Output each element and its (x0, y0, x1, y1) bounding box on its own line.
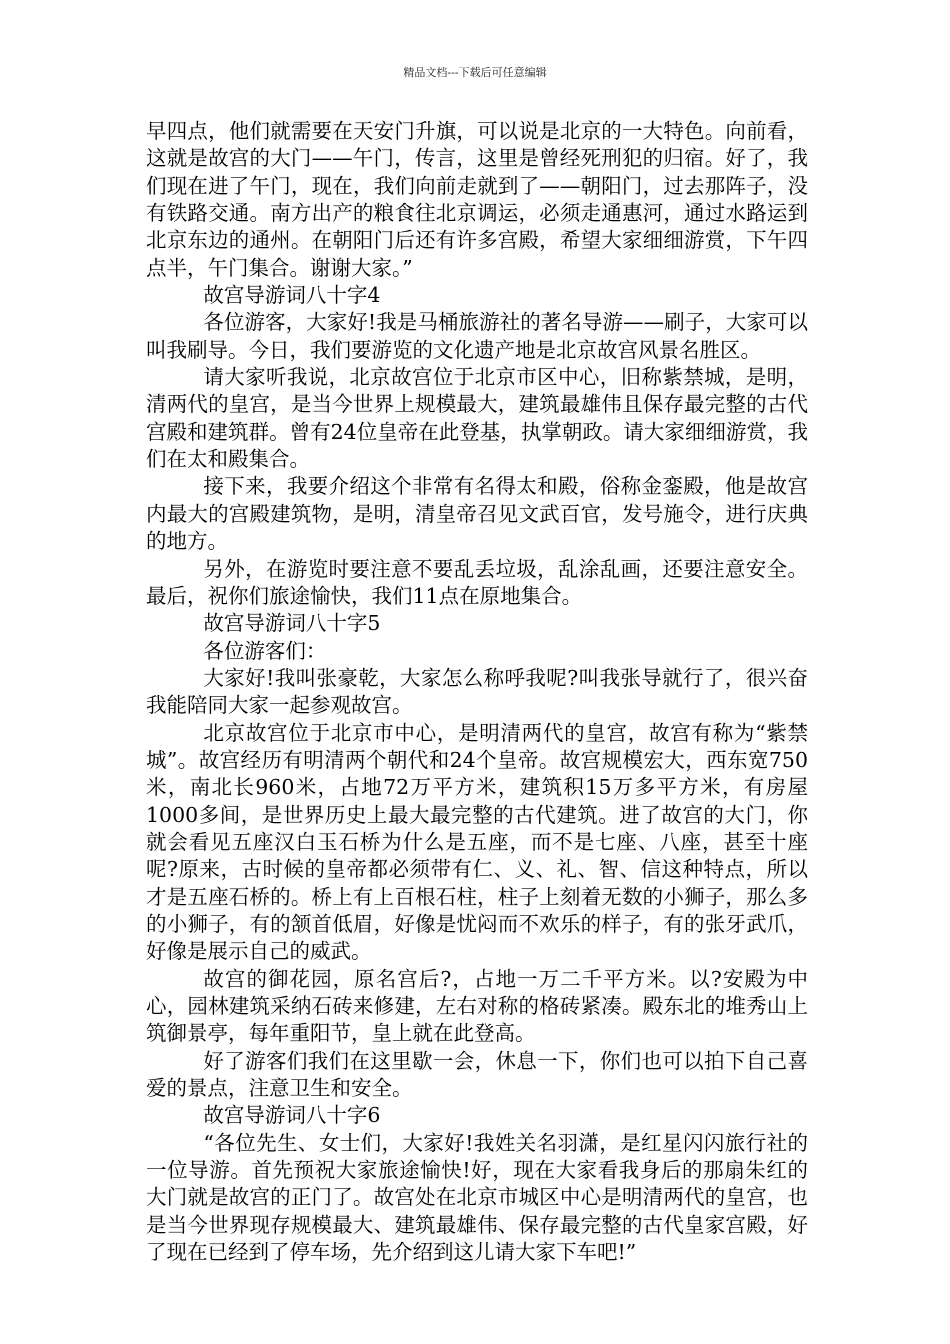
paragraph: 各位游客们： (203, 638, 327, 663)
section-heading: 故宫导游词八十字6 (203, 1103, 381, 1128)
page-header: 精品文档---下载后可任意编辑 (403, 66, 547, 79)
paragraph: 北京故宫位于北京市中心，是明清两代的皇宫，故宫有称为“紫禁城”。故宫经历有明清两个朝代和24个皇帝。故宫规模宏大，西东宽750米，南北长960米，占地72万平方米，建筑积15万多平方米，有房屋1000多间，是世界历史上最大最完整的古代建筑。进了故宫的大门，你就会看见五座汉白玉石桥为什么是五座，而不是七座、八座，甚至十座呢?原来，古时候的皇帝都必须带有仁、义、礼、智、信这种特点，所以才是五座石桥的。桥上有上百根石柱，柱子上刻着无数的小狮子，那么多的小狮子，有的颔首低眉，好像是忧闷而不欢乐的样子，有的张牙武爪，好像是展示自己的威武。 (146, 720, 808, 964)
paragraph: 故宫的御花园，原名宫后?，占地一万二千平方米。以?安殿为中心，园林建筑采纳石砖来修建，左右对称的格砖紧凑。殿东北的堆秀山上筑御景亭，每年重阳节，皇上就在此登高。 (146, 966, 808, 1046)
paragraph: 早四点，他们就需要在天安门升旗，可以说是北京的一大特色。向前看，这就是故宫的大门——午门，传言，这里是曾经死刑犯的归宿。好了，我们现在进了午门，现在，我们向前走就到了——朝阳门，过去那阵子，没有铁路交通。南方出产的粮食往北京调运，必须走通惠河，通过水路运到北京东边的通州。在朝阳门后还有许多宫殿，希望大家细细游赏，下午四点半，午门集合。谢谢大家。” (146, 119, 808, 280)
paragraph: 请大家听我说，北京故宫位于北京市区中心，旧称紫禁城，是明，清两代的皇宫，是当今世界上规模最大，建筑最雄伟且保存最完整的古代宫殿和建筑群。曾有24位皇帝在此登基，执掌朝政。请大家细细游赏，我们在太和殿集合。 (146, 365, 808, 472)
document-body (146, 118, 808, 1266)
paragraph: 另外，在游览时要注意不要乱丢垃圾，乱涂乱画，还要注意安全。最后，祝你们旅途愉快，我们11点在原地集合。 (146, 556, 808, 608)
paragraph: 大家好!我叫张豪乾，大家怎么称呼我呢?叫我张导就行了，很兴奋我能陪同大家一起参观故宫。 (146, 665, 808, 718)
paragraph: 各位游客，大家好!我是马桶旅游社的著名导游——刷子，大家可以叫我刷导。今日，我们要游览的文化遗产地是北京故宫风景名胜区。 (146, 310, 808, 362)
paragraph: 好了游客们我们在这里歇一会，休息一下，你们也可以拍下自己喜爱的景点，注意卫生和安全。 (146, 1048, 808, 1101)
paragraph: “各位先生、女士们，大家好!我姓关名羽潇，是红星闪闪旅行社的一位导游。首先预祝大家旅途愉快!好，现在大家看我身后的那扇朱红的大门就是故宫的正门了。故宫处在北京市城区中心是明清两代的皇宫，也是当今世界现存规模最大、建筑最雄伟、保存最完整的古代皇家宫殿，好了现在已经到了停车场，先介绍到这儿请大家下车吧!” (146, 1130, 808, 1265)
section-heading: 故宫导游词八十字5 (203, 611, 381, 636)
section-heading: 故宫导游词八十字4 (203, 283, 381, 308)
paragraph: 接下来，我要介绍这个非常有名得太和殿，俗称金銮殿，他是故宫内最大的宫殿建筑物，是明，清皇帝召见文武百官，发号施令，进行庆典的地方。 (146, 474, 808, 554)
